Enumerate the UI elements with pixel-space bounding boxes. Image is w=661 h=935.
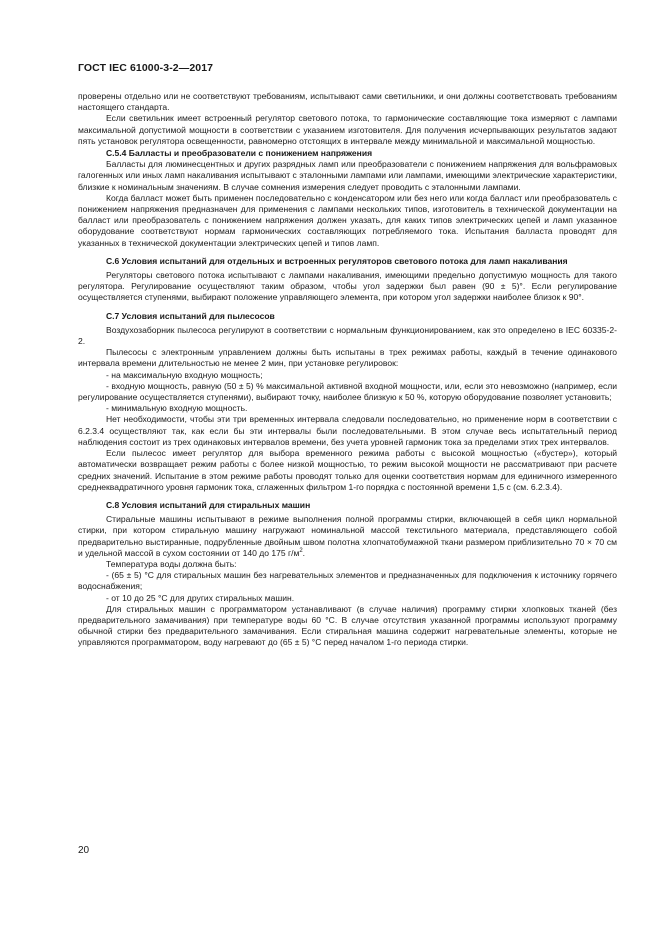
- list-item: - входную мощность, равную (50 ± 5) % максимальной активной входной мощности, или, если это невозможно (например, если регулирование осуществляется ступенями), выбирают точку, наиболее близкую к 50 %, которую оборудование позволяет установить;: [78, 380, 617, 403]
- list-item: - от 10 до 25 °C для других стиральных машин.: [106, 592, 295, 603]
- paragraph: [78, 514, 617, 559]
- superscript: 2: [299, 547, 303, 554]
- document-body: [78, 91, 617, 649]
- section-heading-c7: C.7 Условия испытаний для пылесосов: [106, 310, 275, 321]
- list-item: - минимальную входную мощность.: [106, 403, 248, 414]
- paragraph: Если светильник имеет встроенный регулятор светового потока, то гармонические составляющие тока измеряют с лампами максимальной допустимой мощности в соответствии с указанием изготовителя. Для получения исчерпывающих результатов задают пять установок регулятора освещенности, равномерно отстоящих в интервале между минимальной и максимальной мощностью.: [78, 113, 617, 146]
- section-heading-c8: C.8 Условия испытаний для стиральных машин: [106, 499, 311, 510]
- paragraph: Для стиральных машин с программатором устанавливают (в случае наличия) программу стирки хлопковых тканей (без предварительного замачивания) при температуре воды 60 °C. В случае отсутствия указанной программы используют программу обычной стирки без предварительного замачивания. Если стиральная машина содержит нагревательные элементы, которые не управляются программатором, воду нагревают до (65 ± 5) °C перед началом 1-го периода стирки.: [78, 603, 617, 648]
- page-header: ГОСТ IEC 61000-3-2—2017: [78, 62, 214, 74]
- list-item: - (65 ± 5) °C для стиральных машин без нагревательных элементов и предназначенных для подключения к источнику горячего водоснабжения;: [78, 570, 617, 592]
- paragraph: Когда балласт может быть применен последовательно с конденсатором или без него или когда балласт или преобразователь с понижением напряжения предназначен для применения с лампами нескольких типов, изготовитель в технической документации на балласт или преобразователь с понижением напряжения должен указать, для каких типов электрических цепей и ламп указанное оборудование соответствуют нормам гармонических составляющих потребляемого тока. Испытания балласта проводят для указанных в технической документации электрических цепей и типов ламп.: [78, 192, 617, 248]
- paragraph: Температура воды должна быть:: [106, 558, 237, 569]
- section-heading-c54: C.5.4 Балласты и преобразователи с понижением напряжения: [106, 148, 373, 159]
- paragraph: Если пылесос имеет регулятор для выбора временного режима работы с высокой мощностью («бустер»), который автоматически возвращает режим работы с более низкой мощностью, то режим высокой мощности не рассматривают при расчете средних значений. Испытание в этом режиме работы проводят только для оценки соответствия нормам для единичного измеренного среднеквадратичного уровня гармоник тока, сглаженных фильтром 1-го порядка с постоянной времени 1,5 с (см. 6.2.3.4).: [78, 448, 617, 492]
- section-heading-c6: C.6 Условия испытаний для отдельных и встроенных регуляторов светового потока для ламп накаливания: [106, 255, 568, 266]
- paragraph: Воздухозаборник пылесоса регулируют в соответствии с нормальным функционированием, как это определено в IEC 60335-2-2.: [78, 324, 617, 347]
- paragraph: проверены отдельно или не соответствуют требованиям, испытывают сами светильники, и они должны соответствовать требованиям настоящего стандарта.: [78, 91, 617, 113]
- paragraph: Балласты для люминесцентных и других разрядных ламп или преобразователи с понижением напряжения для вольфрамовых галогенных или иных ламп накаливания испытывают с эталонными лампами или лампами, имеющими электрические характеристики, близкие к номинальным значениям. В случае сомнения измерения следует проводить с эталонными лампами.: [78, 159, 617, 192]
- paragraph-text: Стиральные машины испытывают в режиме выполнения полной программы стирки, включающей в себя цикл нормальной стирки, при котором стиральную машину нагружают номинальной массой текстильного материала, представляющего собой предварительно выстиранные, подрубленные двойным швом полотна хлопчатобумажной ткани размером приблизительно 70 × 70 см и удельной массой в сухом состоянии от 140 до 175 г/м: [78, 514, 617, 558]
- paragraph: Пылесосы с электронным управлением должны быть испытаны в трех режимах работы, каждый в течение одинакового интервала времени длительностью не менее 2 мин, при установке регулировок:: [78, 347, 617, 369]
- page-number: 20: [78, 845, 90, 856]
- list-item: - на максимальную входную мощность;: [106, 369, 263, 380]
- paragraph: Нет необходимости, чтобы эти три временных интервала следовали последовательно, но применение норм в соответствии с 6.2.3.4 осуществляют так, как если бы эти интервалы были последовательными. В этом случае весь испытательный период наблюдения состоит из трех одинаковых интервалов времени, без учета уровней гармоник тока за пределами этих трех интервалов.: [78, 414, 617, 447]
- paragraph-end: .: [302, 547, 306, 558]
- paragraph: Регуляторы светового потока испытывают с лампами накаливания, имеющими предельно допустимую мощность для такого регулятора. Регулирование осуществляют таким образом, чтобы угол задержки был равен (90 ± 5)°. Если регулирование осуществляется ступенями, выбирают положение управляющего элемента, при котором угол задержки наиболее близок к 90°.: [78, 270, 617, 303]
